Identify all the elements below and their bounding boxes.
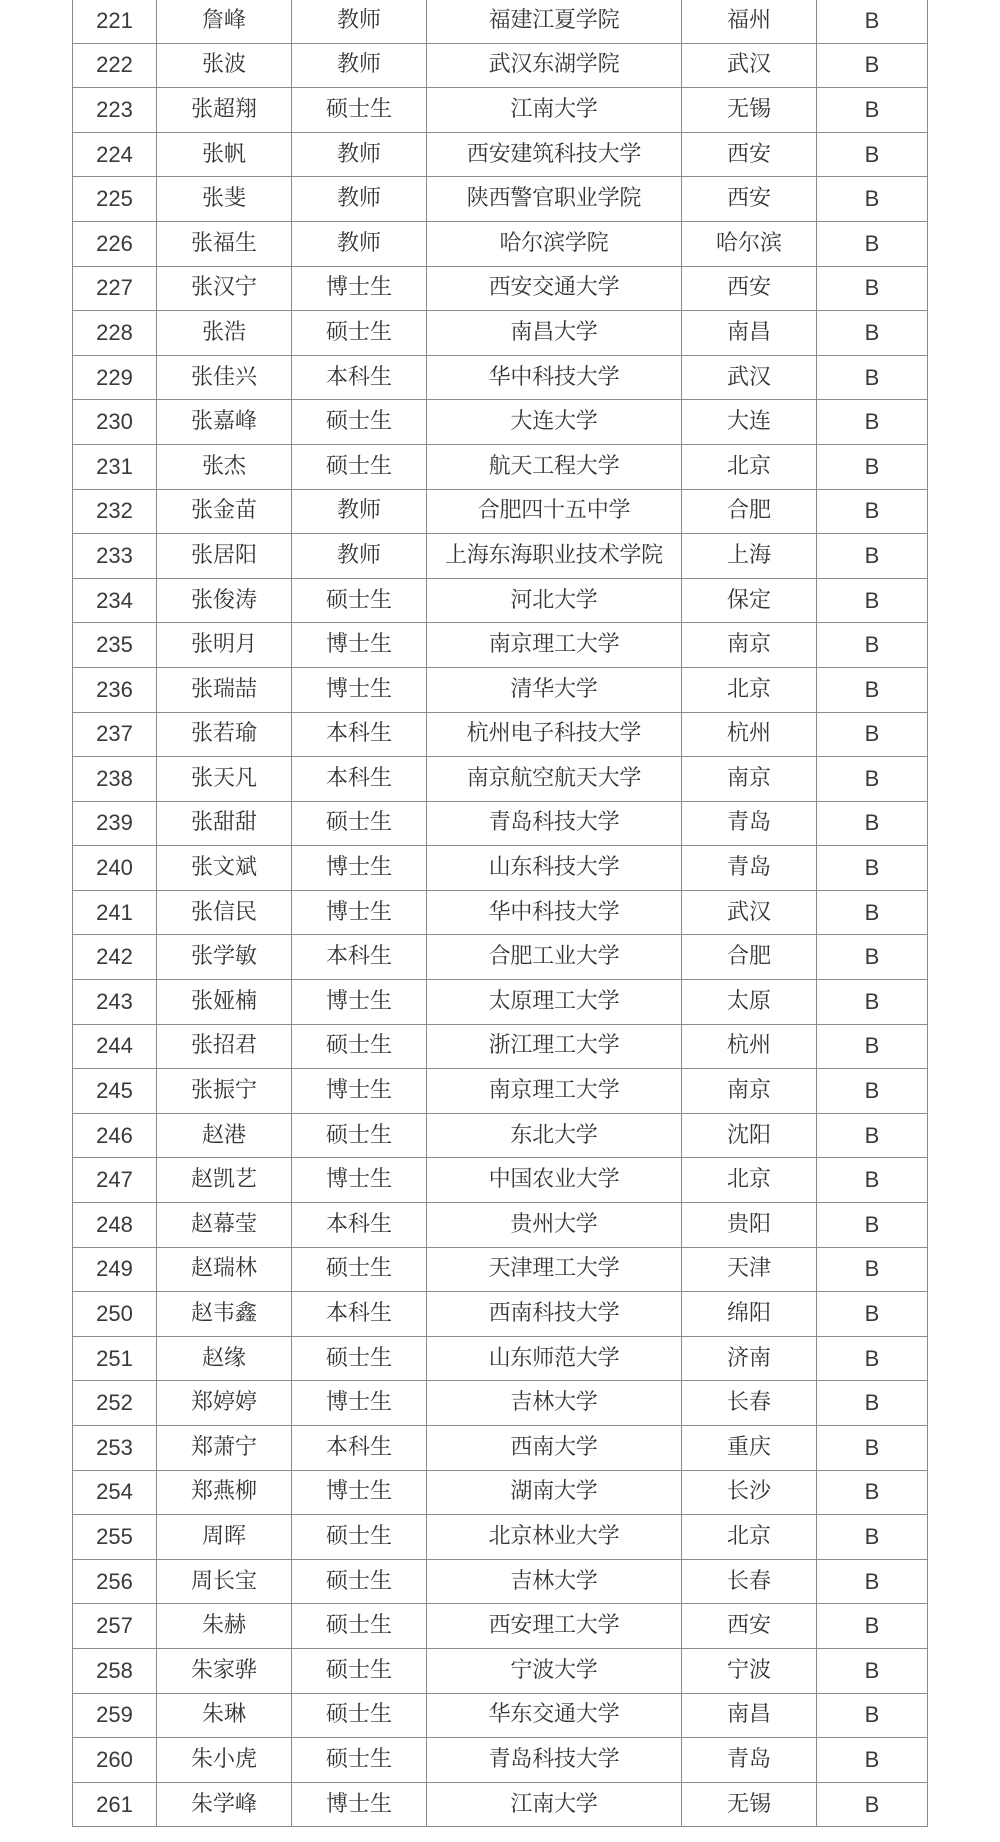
cell-institution: 山东科技大学 (427, 846, 682, 891)
cell-name: 张金苗 (157, 489, 292, 534)
cell-row-number: 237 (73, 712, 157, 757)
table-row (73, 890, 928, 935)
cell-grade: B (817, 355, 928, 400)
cell-grade: B (817, 1113, 928, 1158)
cell-role: 硕士生 (292, 1113, 427, 1158)
cell-role: 博士生 (292, 266, 427, 311)
cell-grade: B (817, 1203, 928, 1248)
cell-city: 无锡 (682, 88, 817, 133)
table-row (73, 1024, 928, 1069)
cell-role: 博士生 (292, 1782, 427, 1827)
cell-institution: 北京林业大学 (427, 1515, 682, 1560)
cell-grade: B (817, 1738, 928, 1783)
cell-row-number: 240 (73, 846, 157, 891)
cell-role: 博士生 (292, 667, 427, 712)
cell-role: 博士生 (292, 1158, 427, 1203)
cell-row-number: 226 (73, 221, 157, 266)
cell-grade: B (817, 88, 928, 133)
cell-grade: B (817, 1292, 928, 1337)
cell-grade: B (817, 1604, 928, 1649)
cell-institution: 西南科技大学 (427, 1292, 682, 1337)
cell-role: 硕士生 (292, 1604, 427, 1649)
cell-role: 硕士生 (292, 311, 427, 356)
cell-institution: 合肥工业大学 (427, 935, 682, 980)
cell-grade: B (817, 578, 928, 623)
table-row (73, 534, 928, 579)
cell-row-number: 221 (73, 0, 157, 43)
cell-name: 张超翔 (157, 88, 292, 133)
cell-institution: 中国农业大学 (427, 1158, 682, 1203)
cell-grade: B (817, 935, 928, 980)
cell-grade: B (817, 1336, 928, 1381)
cell-institution: 吉林大学 (427, 1381, 682, 1426)
cell-role: 本科生 (292, 757, 427, 802)
table-row (73, 1113, 928, 1158)
cell-row-number: 236 (73, 667, 157, 712)
cell-city: 武汉 (682, 43, 817, 88)
cell-grade: B (817, 0, 928, 43)
table-row (73, 801, 928, 846)
cell-row-number: 232 (73, 489, 157, 534)
cell-name: 张帆 (157, 132, 292, 177)
cell-name: 张甜甜 (157, 801, 292, 846)
cell-institution: 河北大学 (427, 578, 682, 623)
cell-row-number: 229 (73, 355, 157, 400)
cell-row-number: 231 (73, 444, 157, 489)
cell-row-number: 250 (73, 1292, 157, 1337)
cell-institution: 天津理工大学 (427, 1247, 682, 1292)
cell-grade: B (817, 667, 928, 712)
cell-grade: B (817, 623, 928, 668)
cell-city: 青岛 (682, 1738, 817, 1783)
cell-city: 杭州 (682, 1024, 817, 1069)
cell-role: 教师 (292, 43, 427, 88)
cell-name: 赵幕莹 (157, 1203, 292, 1248)
cell-city: 长春 (682, 1381, 817, 1426)
cell-institution: 江南大学 (427, 88, 682, 133)
table-row (73, 1292, 928, 1337)
cell-grade: B (817, 1426, 928, 1471)
cell-institution: 南京理工大学 (427, 1069, 682, 1114)
cell-institution: 吉林大学 (427, 1559, 682, 1604)
cell-institution: 陕西警官职业学院 (427, 177, 682, 222)
roster-table-body (73, 0, 928, 1827)
table-row (73, 623, 928, 668)
cell-institution: 青岛科技大学 (427, 1738, 682, 1783)
table-row (73, 1069, 928, 1114)
cell-city: 西安 (682, 132, 817, 177)
cell-row-number: 249 (73, 1247, 157, 1292)
cell-institution: 大连大学 (427, 400, 682, 445)
table-row (73, 757, 928, 802)
table-row (73, 355, 928, 400)
cell-row-number: 258 (73, 1648, 157, 1693)
cell-city: 天津 (682, 1247, 817, 1292)
cell-role: 硕士生 (292, 400, 427, 445)
cell-name: 张学敏 (157, 935, 292, 980)
cell-grade: B (817, 1515, 928, 1560)
table-row (73, 1604, 928, 1649)
cell-city: 北京 (682, 667, 817, 712)
cell-role: 硕士生 (292, 1336, 427, 1381)
table-row (73, 0, 928, 43)
cell-name: 张若瑜 (157, 712, 292, 757)
cell-city: 福州 (682, 0, 817, 43)
table-row (73, 1738, 928, 1783)
cell-row-number: 261 (73, 1782, 157, 1827)
cell-row-number: 253 (73, 1426, 157, 1471)
cell-row-number: 225 (73, 177, 157, 222)
cell-name: 郑燕柳 (157, 1470, 292, 1515)
cell-role: 硕士生 (292, 1738, 427, 1783)
cell-grade: B (817, 221, 928, 266)
cell-institution: 浙江理工大学 (427, 1024, 682, 1069)
cell-city: 上海 (682, 534, 817, 579)
cell-name: 张天凡 (157, 757, 292, 802)
cell-city: 南京 (682, 757, 817, 802)
cell-name: 张招君 (157, 1024, 292, 1069)
cell-row-number: 224 (73, 132, 157, 177)
table-row (73, 1381, 928, 1426)
cell-row-number: 234 (73, 578, 157, 623)
cell-row-number: 223 (73, 88, 157, 133)
cell-city: 北京 (682, 1515, 817, 1560)
cell-grade: B (817, 400, 928, 445)
cell-role: 硕士生 (292, 1559, 427, 1604)
table-row (73, 88, 928, 133)
cell-role: 本科生 (292, 355, 427, 400)
table-row (73, 132, 928, 177)
cell-row-number: 228 (73, 311, 157, 356)
cell-grade: B (817, 1247, 928, 1292)
table-row (73, 1470, 928, 1515)
cell-grade: B (817, 980, 928, 1025)
cell-name: 张信民 (157, 890, 292, 935)
cell-city: 西安 (682, 1604, 817, 1649)
table-row (73, 400, 928, 445)
cell-city: 绵阳 (682, 1292, 817, 1337)
cell-role: 硕士生 (292, 1693, 427, 1738)
cell-institution: 贵州大学 (427, 1203, 682, 1248)
cell-role: 博士生 (292, 980, 427, 1025)
table-row (73, 1515, 928, 1560)
cell-role: 本科生 (292, 712, 427, 757)
cell-institution: 合肥四十五中学 (427, 489, 682, 534)
cell-city: 西安 (682, 266, 817, 311)
cell-row-number: 245 (73, 1069, 157, 1114)
cell-grade: B (817, 266, 928, 311)
cell-row-number: 242 (73, 935, 157, 980)
cell-grade: B (817, 1648, 928, 1693)
cell-city: 哈尔滨 (682, 221, 817, 266)
cell-name: 张嘉峰 (157, 400, 292, 445)
cell-institution: 青岛科技大学 (427, 801, 682, 846)
cell-role: 教师 (292, 177, 427, 222)
cell-institution: 南京航空航天大学 (427, 757, 682, 802)
cell-institution: 杭州电子科技大学 (427, 712, 682, 757)
cell-name: 张文斌 (157, 846, 292, 891)
cell-role: 硕士生 (292, 1648, 427, 1693)
cell-role: 硕士生 (292, 801, 427, 846)
cell-grade: B (817, 489, 928, 534)
cell-city: 合肥 (682, 935, 817, 980)
cell-institution: 华中科技大学 (427, 890, 682, 935)
cell-grade: B (817, 1069, 928, 1114)
cell-row-number: 244 (73, 1024, 157, 1069)
cell-city: 南昌 (682, 1693, 817, 1738)
cell-city: 贵阳 (682, 1203, 817, 1248)
cell-name: 张波 (157, 43, 292, 88)
cell-row-number: 255 (73, 1515, 157, 1560)
cell-grade: B (817, 846, 928, 891)
cell-institution: 航天工程大学 (427, 444, 682, 489)
cell-role: 硕士生 (292, 88, 427, 133)
table-row (73, 1336, 928, 1381)
table-row (73, 980, 928, 1025)
cell-name: 詹峰 (157, 0, 292, 43)
cell-grade: B (817, 757, 928, 802)
cell-row-number: 241 (73, 890, 157, 935)
cell-grade: B (817, 1693, 928, 1738)
cell-name: 张振宁 (157, 1069, 292, 1114)
cell-row-number: 227 (73, 266, 157, 311)
cell-role: 硕士生 (292, 1024, 427, 1069)
cell-city: 北京 (682, 444, 817, 489)
cell-role: 博士生 (292, 890, 427, 935)
cell-city: 南京 (682, 1069, 817, 1114)
cell-city: 济南 (682, 1336, 817, 1381)
cell-grade: B (817, 801, 928, 846)
cell-institution: 江南大学 (427, 1782, 682, 1827)
cell-institution: 西安理工大学 (427, 1604, 682, 1649)
cell-name: 赵韦鑫 (157, 1292, 292, 1337)
cell-city: 西安 (682, 177, 817, 222)
cell-role: 本科生 (292, 1292, 427, 1337)
cell-role: 硕士生 (292, 1247, 427, 1292)
cell-role: 教师 (292, 0, 427, 43)
cell-name: 张浩 (157, 311, 292, 356)
cell-institution: 西南大学 (427, 1426, 682, 1471)
cell-name: 张瑞喆 (157, 667, 292, 712)
cell-row-number: 247 (73, 1158, 157, 1203)
cell-grade: B (817, 1782, 928, 1827)
cell-row-number: 256 (73, 1559, 157, 1604)
cell-grade: B (817, 1381, 928, 1426)
table-row (73, 1158, 928, 1203)
cell-institution: 太原理工大学 (427, 980, 682, 1025)
cell-grade: B (817, 1470, 928, 1515)
cell-name: 郑萧宁 (157, 1426, 292, 1471)
cell-grade: B (817, 712, 928, 757)
table-row (73, 444, 928, 489)
cell-name: 周长宝 (157, 1559, 292, 1604)
table-row (73, 1203, 928, 1248)
cell-city: 武汉 (682, 890, 817, 935)
cell-name: 张福生 (157, 221, 292, 266)
cell-row-number: 238 (73, 757, 157, 802)
cell-row-number: 254 (73, 1470, 157, 1515)
cell-city: 青岛 (682, 846, 817, 891)
cell-city: 长春 (682, 1559, 817, 1604)
cell-institution: 湖南大学 (427, 1470, 682, 1515)
cell-institution: 宁波大学 (427, 1648, 682, 1693)
table-row (73, 1782, 928, 1827)
cell-role: 博士生 (292, 846, 427, 891)
cell-institution: 上海东海职业技术学院 (427, 534, 682, 579)
cell-name: 朱赫 (157, 1604, 292, 1649)
cell-role: 本科生 (292, 935, 427, 980)
cell-name: 郑婷婷 (157, 1381, 292, 1426)
cell-city: 大连 (682, 400, 817, 445)
cell-role: 本科生 (292, 1203, 427, 1248)
cell-city: 无锡 (682, 1782, 817, 1827)
cell-city: 青岛 (682, 801, 817, 846)
cell-city: 沈阳 (682, 1113, 817, 1158)
cell-row-number: 235 (73, 623, 157, 668)
table-row (73, 1247, 928, 1292)
table-row (73, 177, 928, 222)
cell-city: 宁波 (682, 1648, 817, 1693)
cell-role: 博士生 (292, 1470, 427, 1515)
table-row (73, 311, 928, 356)
cell-name: 张居阳 (157, 534, 292, 579)
cell-institution: 山东师范大学 (427, 1336, 682, 1381)
cell-institution: 东北大学 (427, 1113, 682, 1158)
cell-city: 南京 (682, 623, 817, 668)
cell-name: 张汉宁 (157, 266, 292, 311)
cell-institution: 南昌大学 (427, 311, 682, 356)
cell-row-number: 259 (73, 1693, 157, 1738)
cell-grade: B (817, 177, 928, 222)
roster-sheet (72, 0, 927, 1827)
cell-row-number: 248 (73, 1203, 157, 1248)
cell-name: 朱琳 (157, 1693, 292, 1738)
cell-institution: 南京理工大学 (427, 623, 682, 668)
cell-city: 长沙 (682, 1470, 817, 1515)
cell-name: 周晖 (157, 1515, 292, 1560)
cell-institution: 福建江夏学院 (427, 0, 682, 43)
cell-grade: B (817, 43, 928, 88)
cell-institution: 西安建筑科技大学 (427, 132, 682, 177)
cell-city: 保定 (682, 578, 817, 623)
table-row (73, 489, 928, 534)
cell-institution: 哈尔滨学院 (427, 221, 682, 266)
cell-name: 赵凯艺 (157, 1158, 292, 1203)
cell-name: 赵瑞林 (157, 1247, 292, 1292)
table-row (73, 221, 928, 266)
cell-row-number: 252 (73, 1381, 157, 1426)
cell-role: 博士生 (292, 1381, 427, 1426)
cell-name: 朱小虎 (157, 1738, 292, 1783)
cell-role: 教师 (292, 489, 427, 534)
cell-name: 张佳兴 (157, 355, 292, 400)
table-row (73, 578, 928, 623)
cell-name: 张斐 (157, 177, 292, 222)
cell-city: 太原 (682, 980, 817, 1025)
cell-name: 赵缘 (157, 1336, 292, 1381)
cell-name: 赵港 (157, 1113, 292, 1158)
roster-table (72, 0, 928, 1827)
cell-row-number: 239 (73, 801, 157, 846)
cell-row-number: 243 (73, 980, 157, 1025)
cell-role: 硕士生 (292, 578, 427, 623)
cell-grade: B (817, 890, 928, 935)
cell-row-number: 257 (73, 1604, 157, 1649)
cell-grade: B (817, 311, 928, 356)
cell-row-number: 222 (73, 43, 157, 88)
cell-institution: 西安交通大学 (427, 266, 682, 311)
cell-row-number: 230 (73, 400, 157, 445)
table-row (73, 1426, 928, 1471)
cell-grade: B (817, 534, 928, 579)
cell-row-number: 233 (73, 534, 157, 579)
cell-institution: 华东交通大学 (427, 1693, 682, 1738)
cell-grade: B (817, 1559, 928, 1604)
table-row (73, 846, 928, 891)
cell-name: 张娅楠 (157, 980, 292, 1025)
cell-role: 教师 (292, 534, 427, 579)
cell-city: 杭州 (682, 712, 817, 757)
cell-grade: B (817, 132, 928, 177)
cell-role: 硕士生 (292, 1515, 427, 1560)
table-row (73, 667, 928, 712)
table-row (73, 43, 928, 88)
table-row (73, 1648, 928, 1693)
cell-grade: B (817, 1158, 928, 1203)
cell-role: 博士生 (292, 1069, 427, 1114)
table-row (73, 1693, 928, 1738)
cell-institution: 清华大学 (427, 667, 682, 712)
cell-institution: 华中科技大学 (427, 355, 682, 400)
cell-city: 北京 (682, 1158, 817, 1203)
cell-name: 朱家骅 (157, 1648, 292, 1693)
table-row (73, 712, 928, 757)
table-row (73, 1559, 928, 1604)
cell-name: 朱学峰 (157, 1782, 292, 1827)
cell-role: 硕士生 (292, 444, 427, 489)
cell-role: 本科生 (292, 1426, 427, 1471)
cell-city: 合肥 (682, 489, 817, 534)
cell-name: 张俊涛 (157, 578, 292, 623)
table-row (73, 266, 928, 311)
cell-institution: 武汉东湖学院 (427, 43, 682, 88)
cell-row-number: 260 (73, 1738, 157, 1783)
cell-role: 教师 (292, 221, 427, 266)
cell-grade: B (817, 1024, 928, 1069)
cell-grade: B (817, 444, 928, 489)
cell-city: 重庆 (682, 1426, 817, 1471)
cell-name: 张杰 (157, 444, 292, 489)
cell-role: 博士生 (292, 623, 427, 668)
cell-role: 教师 (292, 132, 427, 177)
cell-city: 武汉 (682, 355, 817, 400)
cell-city: 南昌 (682, 311, 817, 356)
table-row (73, 935, 928, 980)
cell-row-number: 246 (73, 1113, 157, 1158)
cell-row-number: 251 (73, 1336, 157, 1381)
cell-name: 张明月 (157, 623, 292, 668)
